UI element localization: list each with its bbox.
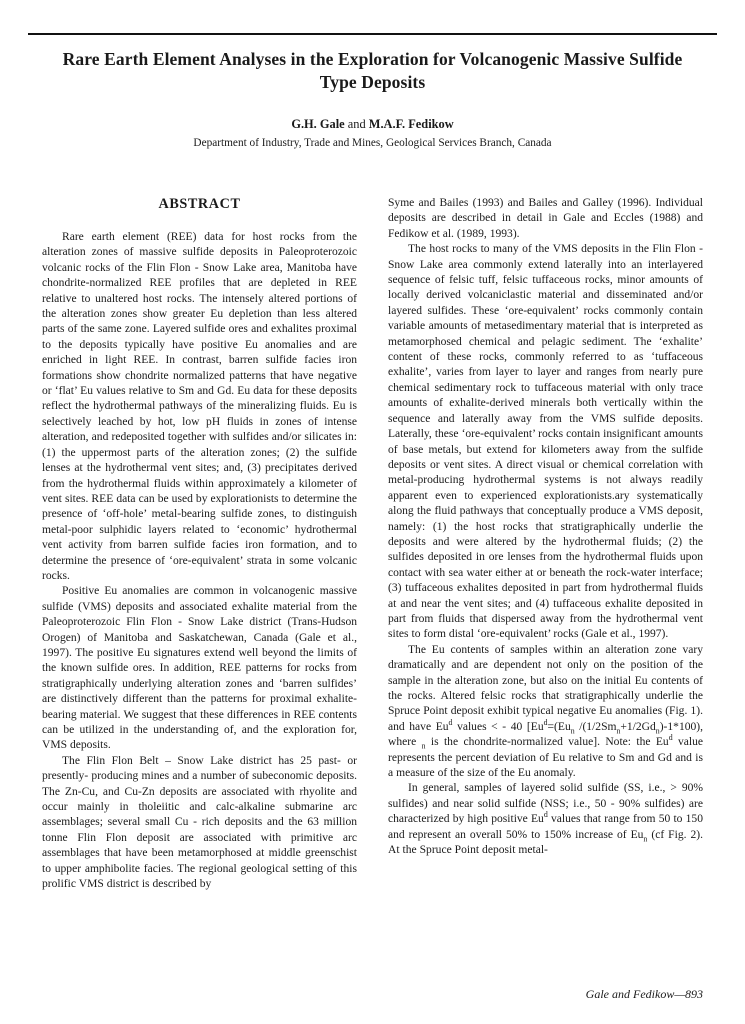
left-column: [42, 196, 357, 966]
text-run: In general, samples of layered solid sulfide (SS, i.e., > 90% sulfides) and near solid sulfide (NSS; i.e., 50 - 90% sulfides) are characterized by high positive Eu: [388, 782, 703, 826]
right-column: [388, 196, 703, 966]
text-run: =(Eu: [547, 720, 571, 733]
title-block: [56, 48, 689, 151]
two-column-body: [42, 196, 703, 966]
section-heading-abstract: ABSTRACT: [158, 196, 241, 212]
text-run: The Eu contents of samples within an alteration zone vary dramatically and are dependent not only on the position of the sample in the alteration zone, but also on the initial Eu contents of the rocks. Altered felsic rocks that stratigraphically underlie the Spruce Point deposit exhibit typical negative Eu anomalies (Fig. 1). and have Eu: [388, 643, 703, 733]
body-paragraph: Positive Eu anomalies are common in volcanogenic massive sulfide (VMS) deposits and associated exhalite material from the Paleoproterozoic Flin Flon - Snow Lake district (Trans-Hudson Orogen) of Manitoba and Saskatchewan, Canada (Gale et al., 1997). The positive Eu signatures extend well beyond the limits of the known sulfide ores. In addition, REE patterns for rocks from stratigraphically underlying alteration zones and ‘barren sulfides’ are distinctively different than the patterns for proximal exhalite-bearing material. We suggest that these differences in REE contents can be utilized in the understanding of, and the exploration for, VMS deposits.: [42, 585, 357, 752]
page-title: Rare Earth Element Analyses in the Exploration for Volcanogenic Massive Sulfide Type Deposits: [62, 49, 683, 93]
text-run: values < - 40 [Eu: [452, 720, 544, 733]
superscript-d: d: [543, 717, 548, 727]
subscript-n: n: [421, 741, 426, 751]
header-rule: [28, 33, 717, 35]
text-run: (cf Fig. 2). At the Spruce Point deposit metal-: [388, 828, 703, 857]
author-first: G.H. Gale: [291, 117, 345, 132]
author-line: [56, 116, 689, 133]
author-second: M.A.F. Fedikow: [368, 117, 454, 132]
text-run: +1/2Gd: [620, 720, 656, 733]
text-run: value represents the percent deviation of Eu relative to Sm and Gd and is a measure of the size of the Eu anomaly.: [388, 736, 703, 780]
superscript-d: d: [668, 733, 673, 743]
text-run: /(1/2Sm: [574, 720, 617, 733]
body-paragraph: Syme and Bailes (1993) and Bailes and Galley (1996). Individual deposits are described in detail in Gale and Eccles (1988) and Fedikow et al. (1989, 1993).: [388, 197, 703, 240]
subscript-n: n: [570, 726, 575, 736]
body-paragraph: The Flin Flon Belt – Snow Lake district has 25 past- or presently- producing mines and a number of subeconomic deposits. The Zn-Cu, and Cu-Zn deposits are associated with rhyolite and occur mainly in tholeiitic and calc-alkaline submarine arc assemblages; several small Cu - rich deposits and the 63 million tonne Flin Flon deposit are associated with primitive arc assemblages that have been metamorphosed at middle greenschist to upper amphibolite facies. The regional geological setting of this prolific VMS district is described by: [42, 754, 357, 891]
superscript-d: d: [448, 717, 453, 727]
text-run: is the chondrite-normalized value]. Note: the Eu: [425, 736, 669, 749]
body-paragraph: The host rocks to many of the VMS deposits in the Flin Flon - Snow Lake area commonly extend laterally into an interlayered sequence of felsic tuff, felsic tuffaceous rocks, minor amounts of locally derived volcaniclastic material and disseminated and/or layered sulfides. These ‘ore-equivalent’ rocks commonly contain variable amounts of metasedimentary material that is interpreted as metamorphosed chemical and pelagic sediment. The ‘exhalite’ content of these rocks, commonly referred to as ‘tuffaceous exhalite’, varies from layer to layer and ranges from nearly pure chemical sedimentary rock to tuffaceous material with only trace amounts of exhalite-derived minerals both vertically within the sequence and laterally away from the VMS sulfide deposits. Laterally, these ‘ore-equivalent’ rocks contain insignificant amounts of base metals, but extend for kilometers away from the sulfide deposits or vent sites. A direct visual or chemical correlation with metal-producing hydrothermal systems is not always readily apparent even to experienced explorationists.ary systematically along the fluid pathways that conceptually produce a VMS deposit, namely: (1) the host rocks that stratigraphically underlie the deposits and were altered by the hydrothermal fluids; (2) the sulfides deposited in ore lenses from the hydrothermal fluids upon contact with sea water either at or beneath the rock-water interface; (3) tuffaceous exhalites deposited in part from hydrothermal fluids at and near the vent sites; and (4) tuffaceous exhalite deposited in part from fluids that dispersed away from the hydrothermal vent sites to form distal ‘ore-equivalent’ rocks (Gale et al., 1997).: [388, 243, 703, 641]
author-conjunction: and: [344, 117, 369, 132]
text-run: values that range from 50 to 150 and represent an overall 50% to 150% increase of Eu: [388, 813, 703, 841]
body-paragraph-sulfide-values: [388, 781, 703, 858]
page-footer: Gale and Fedikow—893: [585, 987, 703, 1001]
abstract-paragraph: Rare earth element (REE) data for host rocks from the alteration zones of massive sulfide deposits in Paleoproterozoic volcanic rocks of the Flin Flon - Snow Lake area, Manitoba have chondrite-normalized REE profiles that are depleted in REE relative to unaltered host rocks. The intensely altered portions of the alteration zones show greater Eu depletion than less altered parts of the same zone. Layered sulfide ores and exhalites proximal to the deposits typically have positive Eu anomalies and are enriched in light REE. In contrast, barren sulfide facies iron formations show chondrite normalized patterns that have negative or ‘flat’ Eu values relative to Sm and Gd. Eu data for these deposits reflect the hydrothermal pathways of the mineralizing fluids. Eu is selectively leached by hot, low pH fluids in zones of intense alteration, and redeposited together with sulfides and/or silicates in: (1) the uppermost parts of the alteration zones; (2) the sulfide lenses at the hydrothermal vent sites; and, (3) precipitates derived from the hydrothermal fluids within approximately a kilometer of vent sites. REE data can be used by explorationists to determine the presence of ‘off-hole’ metal-bearing sulfide zones, to distinguish metal-poor sulphidic layers related to ‘economic’ hydrothermal vent activity from barren sulfide facies iron formation, and to determine the presence of ‘ore-equivalent’ strata in some volcanic rocks.: [42, 231, 357, 582]
text-run: )-1*100), where: [388, 720, 703, 749]
subscript-n: n: [643, 833, 648, 843]
subscript-n: n: [655, 726, 660, 736]
body-paragraph-eu-formula: [388, 643, 703, 782]
subscript-n: n: [616, 726, 621, 736]
superscript-d: d: [543, 810, 548, 820]
affiliation: Department of Industry, Trade and Mines, Geological Services Branch, Canada: [193, 136, 552, 149]
